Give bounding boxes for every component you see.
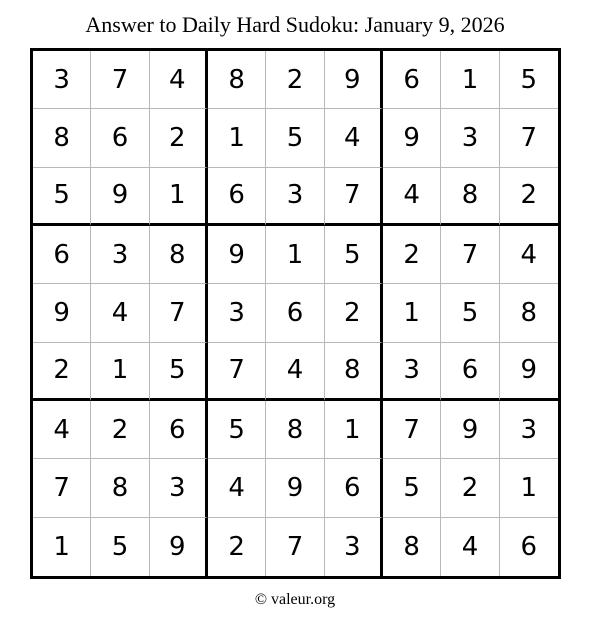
sudoku-cell: 1	[150, 168, 208, 226]
sudoku-cell: 4	[383, 168, 441, 226]
sudoku-cell: 2	[91, 401, 149, 459]
sudoku-cell: 8	[325, 343, 383, 401]
sudoku-cell: 8	[266, 401, 324, 459]
sudoku-cell: 1	[325, 401, 383, 459]
sudoku-cell: 8	[383, 518, 441, 576]
sudoku-cell: 8	[33, 109, 91, 167]
sudoku-cell: 9	[266, 459, 324, 517]
sudoku-cell: 5	[266, 109, 324, 167]
sudoku-cell: 9	[91, 168, 149, 226]
sudoku-cell: 9	[208, 226, 266, 284]
sudoku-cell: 3	[383, 343, 441, 401]
sudoku-cell: 4	[500, 226, 558, 284]
sudoku-cell: 1	[91, 343, 149, 401]
sudoku-cell: 3	[33, 51, 91, 109]
sudoku-cell: 8	[91, 459, 149, 517]
sudoku-cell: 3	[441, 109, 499, 167]
sudoku-cell: 7	[33, 459, 91, 517]
sudoku-cell: 9	[500, 343, 558, 401]
sudoku-cell: 2	[441, 459, 499, 517]
sudoku-cell: 5	[150, 343, 208, 401]
sudoku-cell: 6	[208, 168, 266, 226]
sudoku-cell: 3	[150, 459, 208, 517]
sudoku-cell: 4	[441, 518, 499, 576]
sudoku-cell: 5	[91, 518, 149, 576]
sudoku-cell: 1	[266, 226, 324, 284]
sudoku-cell: 7	[91, 51, 149, 109]
sudoku-cell: 4	[150, 51, 208, 109]
sudoku-cell: 1	[383, 284, 441, 342]
sudoku-cell: 7	[150, 284, 208, 342]
footer-credit: © valeur.org	[254, 591, 336, 608]
sudoku-cell: 7	[325, 168, 383, 226]
sudoku-cell: 3	[325, 518, 383, 576]
sudoku-cell: 3	[266, 168, 324, 226]
sudoku-cell: 9	[325, 51, 383, 109]
sudoku-cell: 1	[208, 109, 266, 167]
sudoku-cell: 4	[91, 284, 149, 342]
sudoku-cell: 6	[520, 531, 538, 562]
sudoku-cell: 5	[441, 284, 499, 342]
sudoku-cell: 9	[33, 284, 91, 342]
sudoku-cell: 4	[208, 459, 266, 517]
sudoku-cell: 4	[325, 109, 383, 167]
sudoku-cell: 6	[325, 459, 383, 517]
sudoku-cell: 6	[33, 226, 91, 284]
sudoku-cell: 7	[383, 401, 441, 459]
sudoku-cell: 5	[383, 459, 441, 517]
sudoku-cell: 2	[266, 51, 324, 109]
sudoku-cell: 5	[33, 168, 91, 226]
sudoku-cell: 2	[208, 518, 266, 576]
sudoku-cell: 9	[383, 109, 441, 167]
sudoku-cell: 6	[266, 284, 324, 342]
sudoku-cell: 1	[500, 459, 558, 517]
sudoku-cell: 6	[441, 343, 499, 401]
sudoku-cell: 7	[266, 518, 324, 576]
sudoku-cell: 2	[33, 343, 91, 401]
sudoku-cell: 4	[266, 343, 324, 401]
sudoku-cell: 6	[150, 401, 208, 459]
sudoku-cell: 2	[150, 109, 208, 167]
sudoku-cell: 5	[500, 51, 558, 109]
sudoku-cell: 9	[441, 401, 499, 459]
sudoku-cell: 7	[441, 226, 499, 284]
sudoku-cell: 3	[91, 226, 149, 284]
sudoku-cell: 4	[33, 401, 91, 459]
sudoku-board	[30, 48, 561, 579]
sudoku-cell: 5	[325, 226, 383, 284]
sudoku-cell: 6	[91, 109, 149, 167]
sudoku-cell: 1	[441, 51, 499, 109]
sudoku-cell: 8	[150, 226, 208, 284]
sudoku-cell: 2	[500, 168, 558, 226]
sudoku-cell: 5	[208, 401, 266, 459]
sudoku-cell: 3	[208, 284, 266, 342]
sudoku-cell: 7	[500, 109, 558, 167]
sudoku-cell: 8	[500, 284, 558, 342]
sudoku-cell: 1	[33, 518, 91, 576]
sudoku-cell: 6	[383, 51, 441, 109]
sudoku-cell: 8	[441, 168, 499, 226]
sudoku-cell: 7	[208, 343, 266, 401]
sudoku-cell: 3	[500, 401, 558, 459]
sudoku-cell: 8	[208, 51, 266, 109]
sudoku-cell: 2	[383, 226, 441, 284]
sudoku-cell: 2	[325, 284, 383, 342]
sudoku-cell: 9	[150, 518, 208, 576]
page-title: Answer to Daily Hard Sudoku: January 9, 2026	[85, 12, 505, 37]
